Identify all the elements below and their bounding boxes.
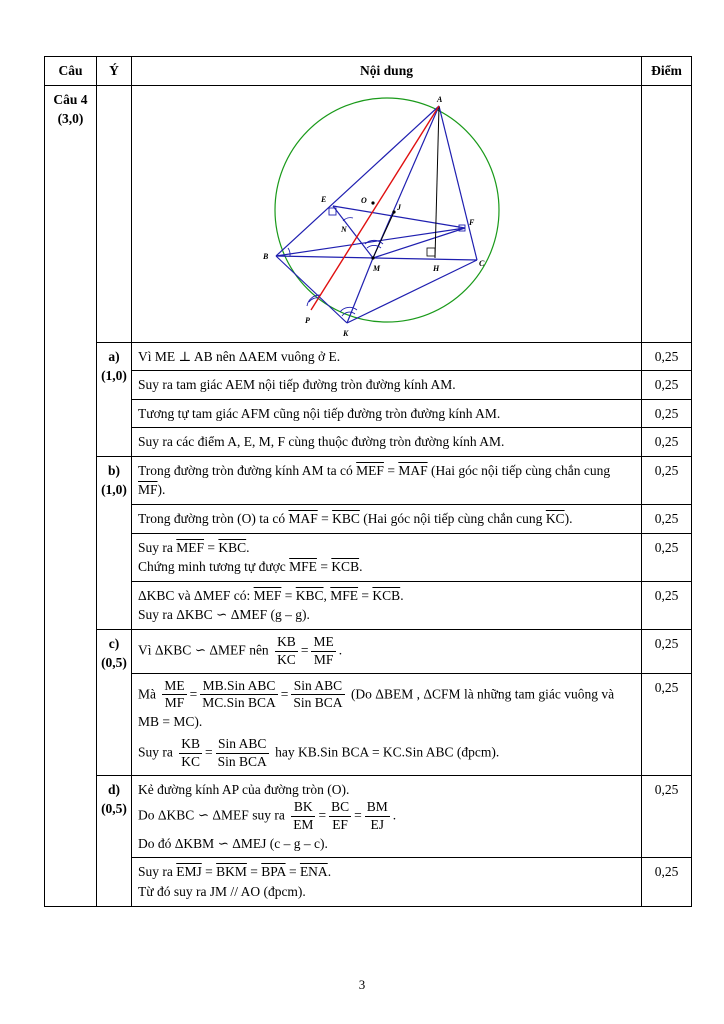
label-n: N (340, 224, 347, 234)
score: 0,25 (642, 504, 692, 533)
score: 0,25 (642, 533, 692, 581)
label-c: C (478, 258, 484, 268)
part-b-text-3: Suy ra $\overline{MEF} = \overline{KBC}$. Chứng minh tương tự được $\overline{MFE} = \overline{KCB}$. (132, 533, 642, 581)
figure-row (45, 85, 692, 342)
part-b-text-2: Trong đường tròn (O) ta có $\overline{MAF} = \overline{KBC}$ (Hai góc nội tiếp cùng chắn cung $\overline{KC}$). (132, 504, 642, 533)
header-noidung: Nội dung (132, 57, 642, 86)
label-e: E (320, 194, 326, 204)
question-cell (45, 85, 97, 906)
part-a-label: a) (1,0) (97, 342, 132, 456)
part-a-row-2 (45, 371, 692, 400)
part-a-row-3 (45, 399, 692, 428)
score: 0,25 (642, 858, 692, 906)
label-p: P (304, 315, 310, 325)
header-diem: Điểm (642, 57, 692, 86)
label-o: O (360, 195, 367, 205)
part-c-row-2 (45, 673, 692, 775)
score: 0,25 (642, 428, 692, 457)
label-m: M (372, 263, 380, 273)
part-b-row-4 (45, 581, 692, 629)
part-b-text-1: Trong đường tròn đường kính AM ta có $\overline{MEF} = \overline{MAF}$ (Hai góc nội tiếp cùng chắn cung $\overline{MF}$). (132, 456, 642, 504)
answer-table (44, 56, 692, 907)
question-label: Câu 4 (53, 91, 88, 107)
label-h: H (432, 263, 439, 273)
part-c-label: c) (0,5) (97, 629, 132, 775)
part-a-row-4 (45, 428, 692, 457)
circle-o (275, 98, 499, 322)
part-a-row-1 (45, 342, 692, 371)
part-d-text-1: Kẻ đường kính AP của đường tròn (O). Do ΔKBC ∽ ΔMEF suy ra $\frac{BK}{EM}$ = $\frac{BC}{EF}$ = $\frac{BM}{EJ}$ . Do đó ΔKBM ∽ ΔMEJ (c – g – c). (132, 775, 642, 858)
label-j: J (396, 202, 401, 212)
label-b: B (262, 251, 268, 261)
score: 0,25 (642, 456, 692, 504)
part-a-text-2: Suy ra tam giác AEM nội tiếp đường tròn đường kính AM. (132, 371, 642, 400)
part-c-text-2: Mà $\frac{ME}{MF}$ = $\frac{\text{MB.Sin ABC}}{\text{MC.Sin BCA}}$ = $\frac{\text{Sin ABC}}{\text{Sin BCA}}$ (Do ΔBEM , ΔCFM là những tam giác vuông và MB = MC). Suy ra $\frac{KB}{KC}$ = $\frac{\text{Sin ABC}}{\text{Sin BCA}}$ hay KB.Sin BCA = KC.Sin ABC (đpcm). (132, 673, 642, 775)
question-points: (3,0) (57, 111, 84, 127)
part-d-label: d) (0,5) (97, 775, 132, 906)
score: 0,25 (642, 775, 692, 858)
part-b-row-3 (45, 533, 692, 581)
score: 0,25 (642, 371, 692, 400)
part-d-text-2: Suy ra $\overline{EMJ} = \overline{BKM} = \overline{BPA} = \overline{ENA}$. Từ đó suy ra JM // AO (đpcm). (132, 858, 642, 906)
score: 0,25 (642, 581, 692, 629)
part-c-text-1: Vì ΔKBC ∽ ΔMEF nên $\frac{KB}{KC}$ = $\frac{ME}{MF}$ . (132, 629, 642, 673)
part-a-text-4: Suy ra các điểm A, E, M, F cùng thuộc đường tròn đường kính AM. (132, 428, 642, 457)
geometry-figure (257, 88, 517, 340)
score: 0,25 (642, 629, 692, 673)
part-b-row-1 (45, 456, 692, 504)
part-a-text-3: Tương tự tam giác AFM cũng nội tiếp đường tròn đường kính AM. (132, 399, 642, 428)
part-d-row-1 (45, 775, 692, 858)
header-y: Ý (97, 57, 132, 86)
part-d-row-2 (45, 858, 692, 906)
label-f: F (468, 217, 474, 227)
score: 0,25 (642, 342, 692, 371)
label-k: K (342, 328, 348, 338)
header-cau: Câu (45, 57, 97, 86)
part-b-row-2 (45, 504, 692, 533)
part-b-text-4: ΔKBC và ΔMEF có: $\overline{MEF} = \overline{KBC}$, $\overline{MFE} = \overline{KCB}$. Suy ra ΔKBC ∽ ΔMEF (g – g). (132, 581, 642, 629)
part-b-label: b) (1,0) (97, 456, 132, 629)
label-a: A (436, 94, 442, 104)
page-number: 3 (358, 977, 366, 992)
part-c-row-1 (45, 629, 692, 673)
score: 0,25 (642, 399, 692, 428)
score: 0,25 (642, 673, 692, 775)
part-a-text-1: Vì ME ⊥ AB nên ΔAEM vuông ở E. (132, 342, 642, 371)
table-header (45, 57, 692, 86)
